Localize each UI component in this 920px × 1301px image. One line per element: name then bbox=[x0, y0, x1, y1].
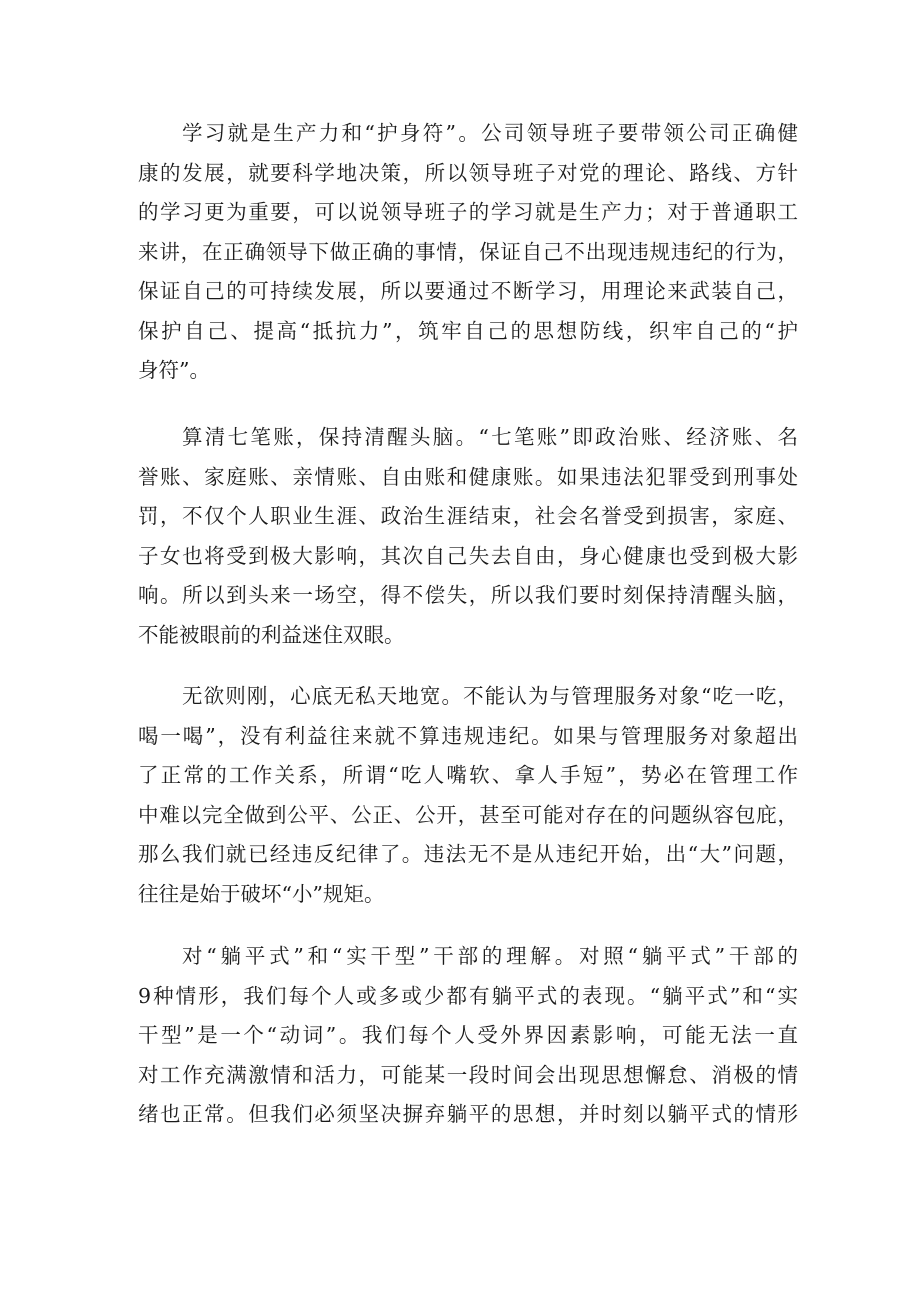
text-line: 喝一喝”，没有利益往来就不算违规违纪。如果与管理服务对象超出 bbox=[138, 723, 798, 748]
text-line: 对“躺平式”和“实干型”干部的理解。对照“躺平式”干部的 bbox=[182, 944, 798, 968]
text-line: 对工作充满激情和活力，可能某一段时间会出现思想懈怠、消极的情 bbox=[138, 1062, 798, 1087]
text-line: 了正常的工作关系，所谓“吃人嘴软、拿人手短”，势必在管理工作 bbox=[138, 763, 798, 787]
text-line: 保护自己、提高“抵抗力”，筑牢自己的思想防线，织牢自己的“护 bbox=[138, 318, 798, 343]
text-line: 来讲，在正确领导下做正确的事情，保证自己不出现违规违纪的行为， bbox=[138, 239, 798, 264]
paragraph-study bbox=[138, 114, 798, 391]
text-line: 保证自己的可持续发展，所以要通过不断学习，用理论来武装自己， bbox=[138, 279, 798, 303]
text-line: 罚，不仅个人职业生涯、政治生涯结束，社会名誉受到损害，家庭、 bbox=[138, 504, 798, 528]
text-line: 中难以完全做到公平、公正、公开，甚至可能对存在的问题纵容包庇， bbox=[138, 802, 798, 827]
paragraph-lying-flat bbox=[138, 937, 798, 1135]
text-line: 9种情形，我们每个人或多或少都有躺平式的表现。“躺平式”和“实 bbox=[138, 983, 798, 1008]
text-line: 身符”。 bbox=[138, 358, 210, 382]
text-line: 绪也正常。但我们必须坚决摒弃躺平的思想，并时刻以躺平式的情形 bbox=[138, 1102, 798, 1126]
text-line: 的学习更为重要，可以说领导班子的学习就是生产力；对于普通职工 bbox=[138, 200, 798, 224]
paragraph-no-desire bbox=[138, 677, 798, 914]
text-line: 那么我们就已经违反纪律了。违法无不是从违纪开始，出“大”问题， bbox=[138, 842, 798, 866]
text-line: 誉账、家庭账、亲情账、自由账和健康账。如果违法犯罪受到刑事处 bbox=[138, 464, 798, 489]
text-line: 不能被眼前的利益迷住双眼。 bbox=[138, 622, 405, 647]
text-line: 往往是始于破坏“小”规矩。 bbox=[138, 881, 385, 906]
paragraph-seven-accounts bbox=[138, 418, 798, 655]
text-line: 算清七笔账，保持清醒头脑。“七笔账”即政治账、经济账、名 bbox=[182, 425, 798, 449]
text-line: 学习就是生产力和“护身符”。公司领导班子要带领公司正确健 bbox=[182, 121, 798, 145]
text-line: 子女也将受到极大影响，其次自己失去自由，身心健康也受到极大影 bbox=[138, 543, 798, 568]
text-line: 干型”是一个“动词”。我们每个人受外界因素影响，可能无法一直 bbox=[138, 1023, 798, 1047]
text-line: 无欲则刚，心底无私天地宽。不能认为与管理服务对象“吃一吃， bbox=[182, 684, 798, 708]
text-line: 康的发展，就要科学地决策，所以领导班子对党的理论、路线、方针 bbox=[138, 160, 798, 185]
text-line: 响。所以到头来一场空，得不偿失，所以我们要时刻保持清醒头脑， bbox=[138, 583, 798, 607]
